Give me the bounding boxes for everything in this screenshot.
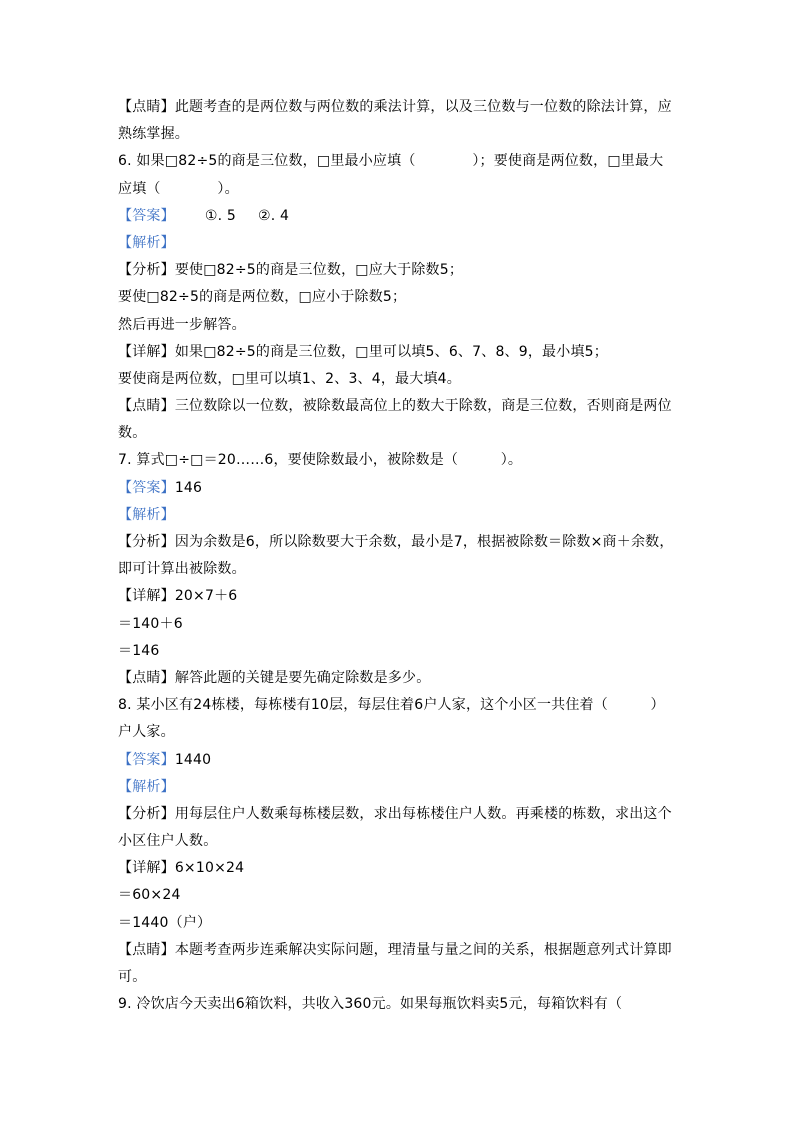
line-text: 用每层住户人数乘每栋楼层数，求出每栋楼住户人数。再乘楼的栋数，求出这个 [174, 805, 672, 822]
line-text: 即可计算出被除数。 [118, 561, 246, 578]
answer-line [118, 475, 678, 502]
text-line [118, 801, 678, 828]
section-tag: 【详解】 [118, 860, 175, 877]
line-text: 熟练掌握。 [118, 126, 189, 143]
text-line [118, 611, 678, 638]
line-text: 然后再进一步解答。 [118, 316, 246, 333]
section-tag: 【分析】 [118, 262, 175, 279]
analysis-line [118, 502, 678, 529]
text-line [118, 366, 678, 393]
text-line [118, 312, 678, 339]
line-text: ＝1440（户） [118, 914, 212, 931]
text-line [118, 339, 678, 366]
text-line [118, 882, 678, 909]
section-tag: 【分析】 [118, 805, 175, 822]
answer-tag: 【答案】 [118, 479, 175, 496]
line-text: 三位数除以一位数，被除数最高位上的数大于除数，商是三位数，否则商是两位 [174, 398, 672, 415]
section-tag: 【点睛】 [118, 941, 175, 958]
text-line [118, 121, 678, 148]
text-line [118, 257, 678, 284]
section-tag: 【分析】 [118, 534, 175, 550]
answer-tag: 【答案】 [118, 751, 175, 768]
line-text: 户人家。 [118, 724, 175, 741]
document-page [118, 94, 678, 1018]
section-tag: 【详解】 [118, 588, 175, 605]
answer-line [118, 747, 678, 774]
text-line [118, 910, 678, 937]
answer-value-1: ①. 5 [204, 207, 236, 224]
section-tag: 【详解】 [118, 343, 175, 360]
text-line [118, 665, 678, 692]
line-text: 要使商是两位数，□里可以填1、2、3、4，最大填4。 [118, 370, 461, 387]
line-text: 要使□82÷5的商是三位数，□应大于除数5； [174, 262, 464, 279]
line-text: 本题考查两步连乘解决实际问题，理清量与量之间的关系，根据题意列式计算即 [174, 941, 672, 958]
line-text: 如果□82÷5的商是三位数，□里可以填5、6、7、8、9，最小填5； [174, 343, 608, 360]
analysis-line [118, 774, 678, 801]
line-text: ＝146 [118, 642, 160, 659]
text-line [118, 393, 678, 420]
question-8 [118, 692, 678, 719]
line-text: 小区住户人数。 [118, 833, 218, 850]
analysis-line [118, 230, 678, 257]
text-line [118, 964, 678, 991]
line-text: ＝60×24 [118, 887, 181, 904]
text-line [118, 583, 678, 610]
question-9 [118, 991, 678, 1018]
text-line [118, 937, 678, 964]
line-text: 此题考查的是两位数与两位数的乘法计算，以及三位数与一位数的除法计算，应 [174, 99, 672, 115]
text-line [118, 828, 678, 855]
line-text: 9. 冷饮店今天卖出6箱饮料，共收入360元。如果每瓶饮料卖5元，每箱饮料有（ [118, 996, 623, 1013]
line-text: 可。 [118, 969, 147, 985]
line-text: 8. 某小区有24栋楼，每栋楼有10层，每层住着6户人家，这个小区一共住着（ ） [118, 697, 665, 714]
line-text: 要使□82÷5的商是两位数，□应小于除数5； [118, 289, 407, 306]
question-6 [118, 148, 678, 175]
answer-value: 146 [174, 479, 203, 496]
line-text: 应填（ ）。 [118, 180, 239, 197]
answer-line [118, 203, 678, 230]
text-line [118, 176, 678, 203]
text-line [118, 855, 678, 882]
analysis-tag: 【解析】 [118, 778, 175, 795]
text-line [118, 719, 678, 746]
line-text: 数。 [118, 425, 147, 442]
text-line [118, 420, 678, 447]
question-7 [118, 447, 678, 474]
text-line [118, 94, 678, 121]
line-text: 因为余数是6，所以除数要大于余数，最小是7，根据被除数＝除数×商＋余数， [174, 534, 674, 550]
line-text: 解答此题的关键是要先确定除数是多少。 [174, 669, 431, 686]
text-line [118, 529, 678, 556]
answer-value-2: ②. 4 [257, 207, 290, 224]
text-line [118, 284, 678, 311]
line-text: 6×10×24 [174, 860, 245, 877]
section-tag: 【点睛】 [118, 669, 175, 686]
line-text: 6. 如果□82÷5的商是三位数，□里最小应填（ ）；要使商是两位数，□里最大 [118, 153, 664, 170]
line-text: 7. 算式□÷□＝20……6，要使除数最小，被除数是（ ）。 [118, 452, 523, 469]
text-line [118, 556, 678, 583]
analysis-tag: 【解析】 [118, 506, 175, 523]
line-text: 20×7＋6 [174, 588, 238, 605]
answer-tag: 【答案】 [118, 207, 175, 224]
section-tag: 【点睛】 [118, 398, 175, 415]
text-line [118, 638, 678, 665]
section-tag: 【点睛】 [118, 99, 175, 115]
line-text: ＝140＋6 [118, 615, 183, 632]
analysis-tag: 【解析】 [118, 234, 175, 251]
answer-value: 1440 [174, 751, 212, 768]
